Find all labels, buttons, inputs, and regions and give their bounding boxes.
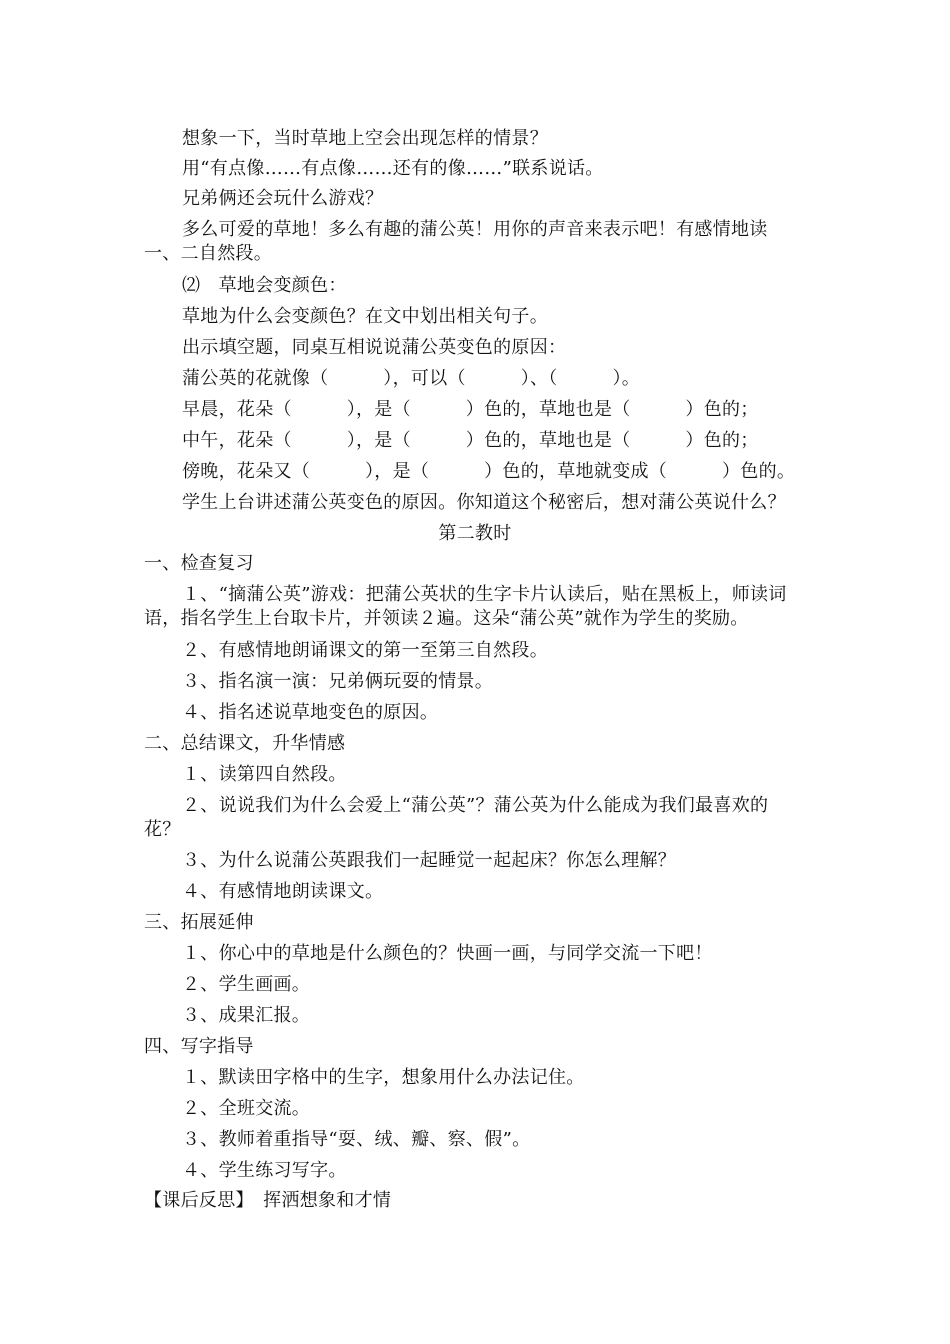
text-line: ２、学生画画。: [182, 974, 311, 995]
text-line: ４、学生练习写字。: [182, 1160, 347, 1181]
text-line: １、“摘蒲公英”游戏：把蒲公英状的生字卡片认读后，贴在黑板上，师读词: [182, 584, 787, 605]
text-line: 花？: [144, 819, 181, 840]
text-line: ４、有感情地朗读课文。: [182, 881, 384, 902]
text-line: 蒲公英的花就像（ ），可以（ ）、（ ）。: [182, 368, 641, 389]
text-line: 语，指名学生上台取卡片，并领读２遍。这朵“蒲公英”就作为学生的奖励。: [144, 608, 749, 629]
text-line: 多么可爱的草地！多么有趣的蒲公英！用你的声音来表示吧！有感情地读: [182, 219, 768, 240]
text-line: 学生上台讲述蒲公英变色的原因。你知道这个秘密后，想对蒲公英说什么？: [182, 492, 786, 513]
text-line: １、你心中的草地是什么颜色的？快画一画，与同学交流一下吧！: [182, 943, 713, 964]
text-line: ⑵ 草地会变颜色：: [182, 275, 347, 296]
section-heading: 第二教时: [438, 523, 512, 544]
text-line: 早晨，花朵（ ），是（ ）色的，草地也是（ ）色的；: [182, 399, 759, 420]
text-line: 兄弟俩还会玩什么游戏？: [182, 188, 384, 209]
section-heading: 三、拓展延伸: [144, 912, 254, 933]
text-line: 一、二自然段。: [144, 243, 273, 264]
text-line: 出示填空题，同桌互相说说蒲公英变色的原因：: [182, 337, 567, 358]
text-line: ３、成果汇报。: [182, 1005, 311, 1026]
text-line: ３、指名演一演：兄弟俩玩耍的情景。: [182, 671, 494, 692]
text-line: １、默读田字格中的生字，想象用什么办法记住。: [182, 1067, 585, 1088]
reflection-heading: 【课后反思】 挥洒想象和才情: [144, 1190, 392, 1211]
text-line: ２、有感情地朗诵课文的第一至第三自然段。: [182, 640, 548, 661]
text-line: 草地为什么会变颜色？在文中划出相关句子。: [182, 306, 548, 327]
text-line: １、读第四自然段。: [182, 764, 347, 785]
text-line: ２、全班交流。: [182, 1098, 311, 1119]
text-line: 中午，花朵（ ），是（ ）色的，草地也是（ ）色的；: [182, 430, 759, 451]
section-heading: 四、写字指导: [144, 1036, 254, 1057]
text-line: 傍晚，花朵又（ ），是（ ）色的，草地就变成（ ）色的。: [182, 461, 796, 482]
text-line: 想象一下，当时草地上空会出现怎样的情景？: [182, 128, 548, 149]
text-line: ３、教师着重指导“耍、绒、瓣、察、假”。: [182, 1129, 531, 1150]
text-line: ４、指名述说草地变色的原因。: [182, 702, 439, 723]
text-line: ３、为什么说蒲公英跟我们一起睡觉一起起床？你怎么理解？: [182, 850, 677, 871]
section-heading: 二、总结课文，升华情感: [144, 733, 346, 754]
text-line: ２、说说我们为什么会爱上“蒲公英”？蒲公英为什么能成为我们最喜欢的: [182, 795, 769, 816]
section-heading: 一、检查复习: [144, 553, 254, 574]
text-line: 用“有点像……有点像……还有的像……”联系说话。: [182, 158, 604, 179]
